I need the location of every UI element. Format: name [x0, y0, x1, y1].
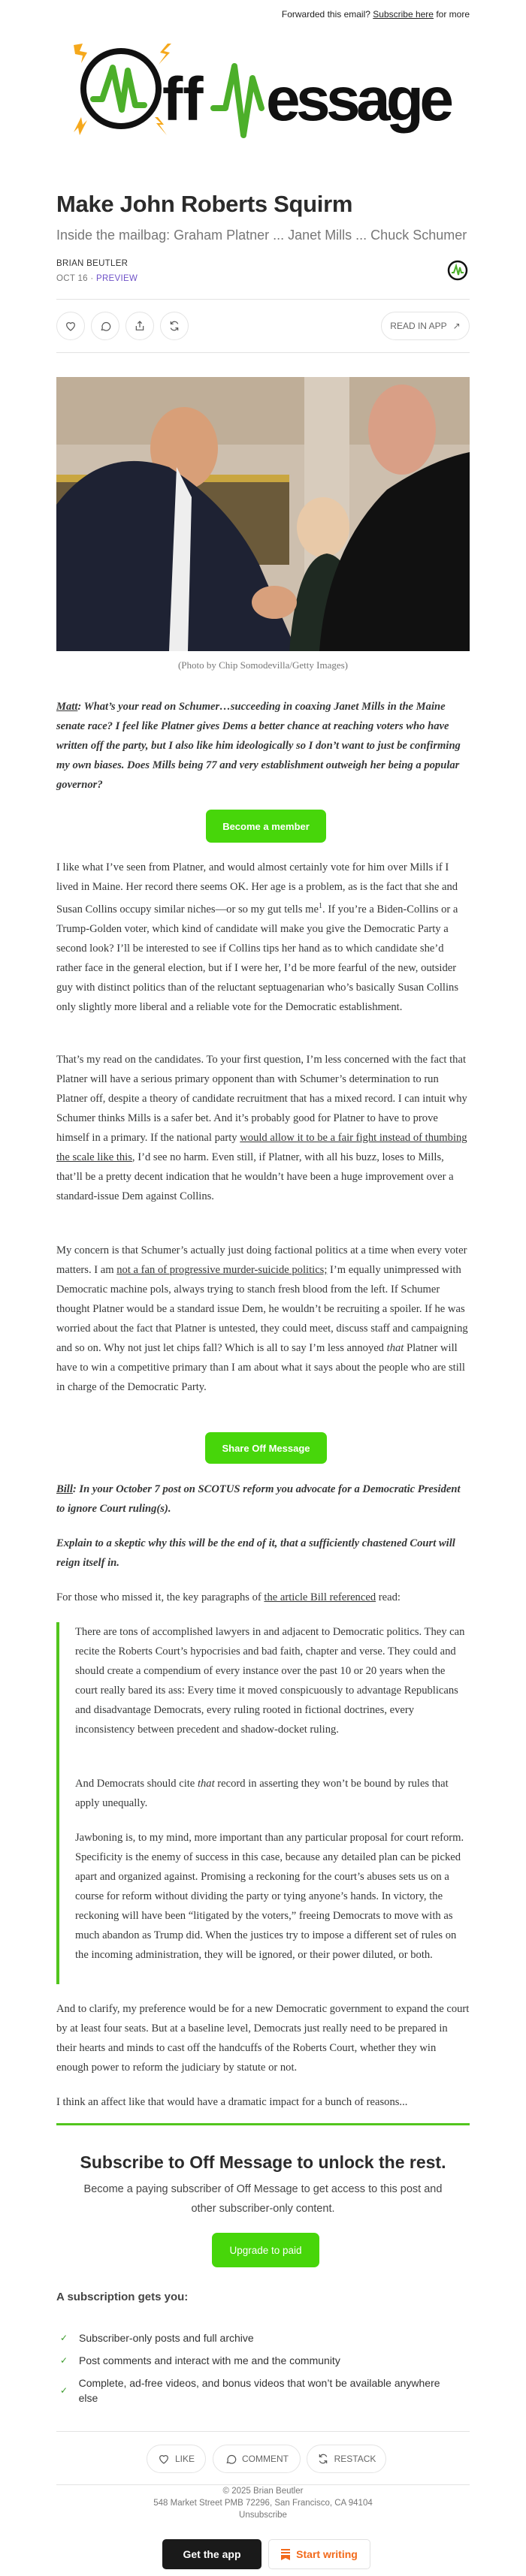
preview-badge: PREVIEW — [95, 274, 138, 283]
paragraph — [56, 1241, 470, 1397]
start-writing-label: Start writing — [296, 2548, 358, 2560]
author-name[interactable]: BRIAN BEUTLER — [56, 259, 128, 268]
text-segment: , I’d see no harm. Even still, if Platner, with all his buzz, loses to Mills, that’ll be a pretty decent indication that he wouldn’t have been a huge improvement over a standard-issue Dem against Collins. — [56, 1151, 454, 1202]
forwarded-prefix: Forwarded this email? — [281, 9, 373, 20]
subscribe-here-link[interactable]: Subscribe here — [373, 9, 434, 20]
text-segment: I think an affect like that would have a dramatic impact for a bunch of reasons... — [56, 2096, 408, 2108]
paywall-divider — [56, 2123, 470, 2125]
heart-icon — [65, 320, 77, 332]
quote-paragraph — [75, 1774, 470, 1813]
comment-icon — [225, 2453, 237, 2465]
question-matt — [56, 697, 470, 795]
comment-label: COMMENT — [242, 2454, 289, 2464]
divider — [56, 2431, 470, 2432]
restack-icon — [317, 2453, 329, 2465]
divider — [56, 299, 470, 300]
restack-label: RESTACK — [334, 2454, 376, 2464]
share-button[interactable] — [125, 312, 154, 340]
paragraph — [56, 1999, 470, 2077]
benefit-text: Post comments and interact with me and the community — [79, 2354, 340, 2366]
forwarded-notice — [282, 9, 470, 20]
like-button[interactable] — [56, 312, 85, 340]
become-member-button[interactable]: Become a member — [206, 810, 326, 843]
check-icon: ✓ — [60, 2385, 68, 2396]
divider — [56, 352, 470, 353]
inline-link[interactable]: Bill — [56, 1483, 73, 1495]
share-off-message-button[interactable]: Share Off Message — [205, 1432, 327, 1464]
heart-icon — [158, 2453, 170, 2465]
paywall-text: Become a paying subscriber of Off Message to get access to this post and other subscriber-only content. — [83, 2183, 443, 2215]
arrow-up-right-icon: ↗ — [452, 321, 461, 331]
like-label: LIKE — [174, 2454, 195, 2464]
share-icon — [134, 320, 146, 332]
off-message-logo[interactable] — [66, 36, 457, 143]
restack-icon — [168, 320, 180, 332]
start-writing-button[interactable] — [268, 2539, 370, 2569]
hero-photo[interactable] — [56, 377, 470, 651]
paragraph — [56, 1050, 470, 1206]
check-icon: ✓ — [60, 2333, 68, 2343]
publication-avatar-icon[interactable] — [446, 258, 470, 282]
benefit-item — [60, 2353, 451, 2368]
post-meta — [56, 274, 470, 283]
paywall-heading: Subscribe to Off Message to unlock the rest. — [80, 2152, 446, 2172]
restack-button-footer[interactable] — [307, 2445, 386, 2473]
upgrade-to-paid-button[interactable]: Upgrade to paid — [212, 2233, 319, 2267]
post-date: OCT 16 — [56, 274, 88, 283]
benefit-item — [60, 2375, 451, 2406]
text-segment: : In your October 7 post on SCOTUS reform you advocate for a Democratic President to ignore Court ruling(s). — [56, 1483, 461, 1515]
comment-button-footer[interactable] — [213, 2445, 301, 2473]
text-segment: Jawboning is, to my mind, more important than any particular proposal for court reform. Specificity is the enemy of success in this case, because any detailed plan can be picked apart and organized against. Promising a reckoning for the court’s abuses sets us on a course for reform without dividing the party or tying anyone’s hands. In victory, the reckoning will have been “litigated by the voters,” freeing Democrats to move with as much abandon as Trump did. When the justices try to impose a different set of rules on the incoming administration, they will be ignored, or their power diluted, or both. — [75, 1832, 464, 1961]
unsubscribe-link[interactable]: Unsubscribe — [239, 2511, 287, 2520]
post-subtitle: Inside the mailbag: Graham Platner ... Janet Mills ... Chuck Schumer — [56, 228, 467, 243]
text-segment: record in asserting they won’t be bound by rules that apply unequally. — [75, 1778, 449, 1809]
copyright: © 2025 Brian Beutler — [222, 2487, 304, 2496]
text-segment: For those who missed it, the key paragraphs of — [56, 1591, 265, 1603]
question-bill — [56, 1480, 470, 1519]
post-title[interactable]: Make John Roberts Squirm — [56, 191, 353, 217]
text-segment: There are tons of accomplished lawyers in and adjacent to Democratic politics. They can recite the Roberts Court’s hypocrisies and bad faith, chapter and verse. They could and should create a compendium of every instance over the past 10 or 20 years when the court really bared its ass: Every time it moved conspicuously to advantage Republicans and disadvantage Democrats, every ruling rooted in fictional doctrines, every inconsistency between precedent and shadow-docket ruling. — [75, 1626, 465, 1736]
benefit-item — [60, 2330, 451, 2345]
text-segment: That’s my read on the candidates. To your first question, I’m less concerned with the fact that Platner will have a serious primary opponent than with Schumer’s determination to run Platner off, despite a theory of candidate recruitment that has a mixed record. I can intuit why Schumer thinks Mills is a safer bet. And it’s probably good for Platner to have to prove himself in a primary. If the national party — [56, 1054, 467, 1144]
question-bill-followup — [56, 1534, 470, 1573]
check-icon: ✓ — [60, 2355, 68, 2366]
logo-text-ff: ff — [162, 65, 204, 134]
forwarded-suffix: for more — [433, 9, 470, 20]
paragraph — [56, 858, 470, 1017]
substack-icon — [281, 2549, 290, 2560]
text-segment: : What’s your read on Schumer…succeeding in coaxing Janet Mills in the Maine senate race? I feel like Platner gives Dems a better chance at reaching voters who have written off the party, but I also like him ideologically so I don’t want to just be confirming my own biases. Does Mills being 77 and very establishment outweigh her being a popular governor? — [56, 701, 461, 791]
text-segment: Platner will have to win a competitive primary than I am about what it says about the people who are still in charge of the Democratic Party. — [56, 1342, 465, 1393]
text-segment: Explain to a skeptic why this will be the end of it, that a sufficiently chastened Court will reign itself in. — [56, 1537, 455, 1569]
text-segment: that — [197, 1778, 215, 1790]
divider — [56, 2484, 470, 2485]
restack-button[interactable] — [160, 312, 189, 340]
paragraph — [56, 1588, 470, 1607]
text-segment: I like what I’ve seen from Platner, and would almost certainly vote for him over Mills if I lived in Maine. Her record there seems OK. Her age is a problem, as is the fact that she and Susan Collins occupy similar niches—or so my gut tells me — [56, 861, 458, 915]
text-segment: that — [386, 1342, 404, 1354]
text-segment: . If you’re a Biden-Collins or a Trump-Golden voter, which kind of candidate will make you give the Democratic Party a second look? I’ll be interested to see if Collins tips her hand as to which candidate she’d rather face in the general election, but if I were her, I’d be more fearful of the new, outsider guy with distinct politics than of the reluctant septuagenarian who’s basically Susan Collins only slightly more liberal and a reliable vote for the Democratic establishment. — [56, 903, 459, 1013]
text-segment: read: — [376, 1591, 401, 1603]
like-button-footer[interactable] — [147, 2445, 206, 2473]
comment-icon — [99, 320, 111, 332]
get-the-app-button[interactable]: Get the app — [162, 2539, 261, 2569]
read-in-app-button[interactable] — [381, 312, 470, 340]
footnote-ref[interactable]: 1 — [319, 902, 323, 910]
paragraph — [56, 2092, 470, 2112]
address: 548 Market Street PMB 72296, San Francisco, CA 94104 — [153, 2499, 373, 2508]
benefit-text: Subscriber-only posts and full archive — [79, 2332, 254, 2344]
text-segment: My concern is that Schumer’s actually just doing factional politics at a time when every voter matters. I am — [56, 1244, 467, 1276]
read-in-app-label: READ IN APP — [390, 321, 447, 331]
inline-link[interactable]: the article Bill referenced — [264, 1591, 376, 1603]
blockquote — [56, 1622, 470, 1984]
quote-paragraph — [75, 1828, 470, 1965]
meta-separator: · — [87, 274, 96, 283]
benefits-heading: A subscription gets you: — [56, 2291, 189, 2303]
logo-text-essage: essage — [266, 65, 454, 134]
text-segment: And Democrats should cite — [75, 1778, 198, 1790]
quote-paragraph — [75, 1622, 470, 1739]
comment-button[interactable] — [91, 312, 119, 340]
inline-link[interactable]: not a fan of progressive murder-suicide politics; — [116, 1264, 328, 1276]
inline-link[interactable]: Matt — [56, 701, 78, 713]
text-segment: I’m equally unimpressed with Democratic machine pols, always trying to stanch fresh blood from the left. If Schumer thought Platner would be a standard issue Dem, he wouldn’t be recruiting a spoiler. If he was worried about the fact that Platner is untested, they could meet, discuss staff and campaigning and so on. Why not just let chips fall? Which is all to say I’m less annoyed — [56, 1264, 468, 1354]
photo-caption: (Photo by Chip Somodevilla/Getty Images) — [177, 659, 349, 671]
text-segment: And to clarify, my preference would be for a new Democratic government to expand the court by at least four seats. But at a baseline level, Democrats just really need to be prepared in their hearts and minds to cast off the handcuffs of the Roberts Court, whether they win enough power to reform the judiciary by statute or not. — [56, 2003, 470, 2074]
inline-link[interactable]: would allow it to be a fair fight instead of thumbing the scale like this — [56, 1132, 467, 1163]
benefit-text: Complete, ad-free videos, and bonus videos that won’t be available anywhere else — [78, 2377, 440, 2404]
